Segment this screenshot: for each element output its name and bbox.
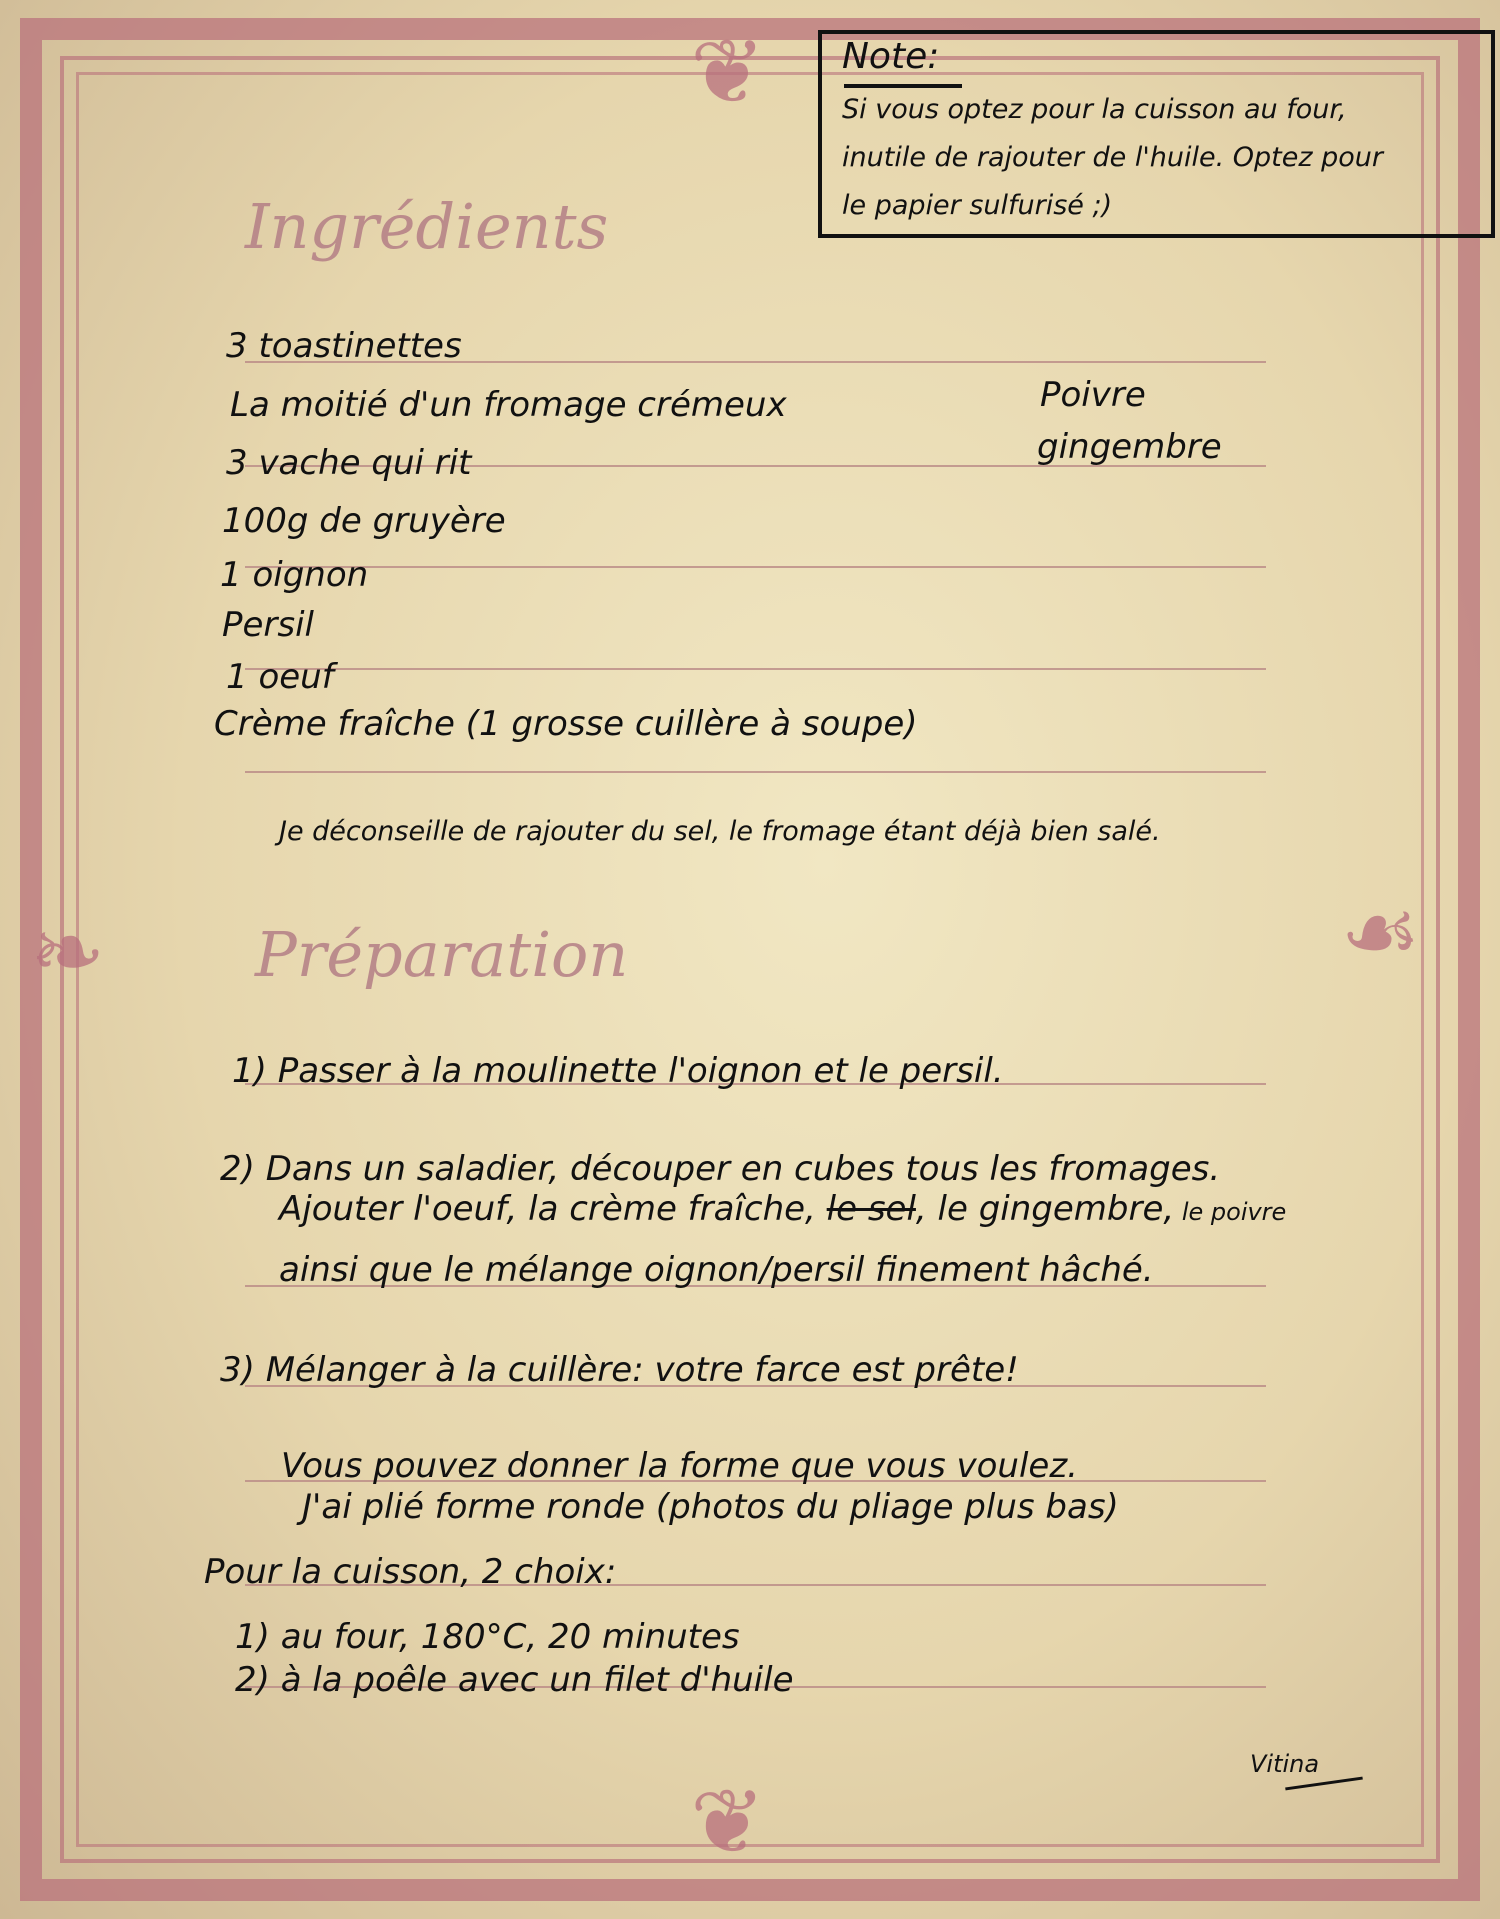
step-3: 3) Mélanger à la cuillère: votre farce est prête! (220, 1350, 1019, 1390)
note-line: inutile de rajouter de l'huile. Optez pour (842, 142, 1383, 173)
preparation-title: Préparation (255, 918, 629, 991)
step-2-line-2 (279, 1189, 1286, 1229)
cooking-option: 1) au four, 180°C, 20 minutes (235, 1617, 740, 1657)
salt-note: Je déconseille de rajouter du sel, le fromage étant déjà bien salé. (279, 816, 1161, 847)
ingredient-item: 100g de gruyère (222, 501, 506, 541)
ingredient-item: 3 toastinettes (226, 326, 462, 366)
side-ingredient: Poivre (1040, 375, 1146, 415)
side-ingredient: gingembre (1037, 427, 1222, 467)
ornament-left-icon: ❧ (30, 900, 106, 1005)
struck-text: le sel (826, 1189, 916, 1229)
shape-line-1: Vous pouvez donner la forme que vous voulez. (281, 1446, 1078, 1486)
step-2-line-3: ainsi que le mélange oignon/persil finement hâché. (279, 1250, 1154, 1290)
step-2-text: , le gingembre, (915, 1189, 1175, 1229)
ingredient-item: 1 oeuf (226, 657, 334, 697)
note-heading: Note: (842, 36, 940, 77)
ornament-top-icon: ❦ (690, 20, 766, 125)
note-line: Si vous optez pour la cuisson au four, (842, 94, 1347, 125)
note-box (818, 30, 1495, 238)
ingredient-item: Persil (222, 605, 315, 645)
ingredient-item: Crème fraîche (1 grosse cuillère à soupe) (214, 704, 918, 744)
ruled-line (245, 771, 1266, 773)
signature: Vitina (1250, 1750, 1320, 1778)
step-2-line-1: 2) Dans un saladier, découper en cubes tous les fromages. (220, 1149, 1221, 1189)
note-underline (844, 84, 962, 88)
ornament-right-icon: ☙ (1340, 880, 1421, 985)
ingredients-title: Ingrédients (245, 190, 609, 263)
ornament-bottom-icon: ❦ (690, 1770, 766, 1875)
step-2-text-small: le poivre (1174, 1198, 1287, 1226)
ruled-line (245, 668, 1266, 670)
ingredient-item: 1 oignon (220, 555, 369, 595)
ingredient-item: 3 vache qui rit (226, 443, 472, 483)
ruled-line (245, 566, 1266, 568)
signature-underline (1285, 1777, 1363, 1791)
note-line: le papier sulfurisé ;) (842, 190, 1113, 221)
step-2-text: Ajouter l'oeuf, la crème fraîche, (279, 1189, 827, 1229)
ingredient-item: La moitié d'un fromage crémeux (230, 385, 787, 425)
shape-line-2: J'ai plié forme ronde (photos du pliage plus bas) (302, 1487, 1119, 1527)
step-1: 1) Passer à la moulinette l'oignon et le persil. (232, 1051, 1004, 1091)
cooking-heading: Pour la cuisson, 2 choix: (204, 1552, 617, 1592)
cooking-option: 2) à la poêle avec un filet d'huile (235, 1660, 794, 1700)
